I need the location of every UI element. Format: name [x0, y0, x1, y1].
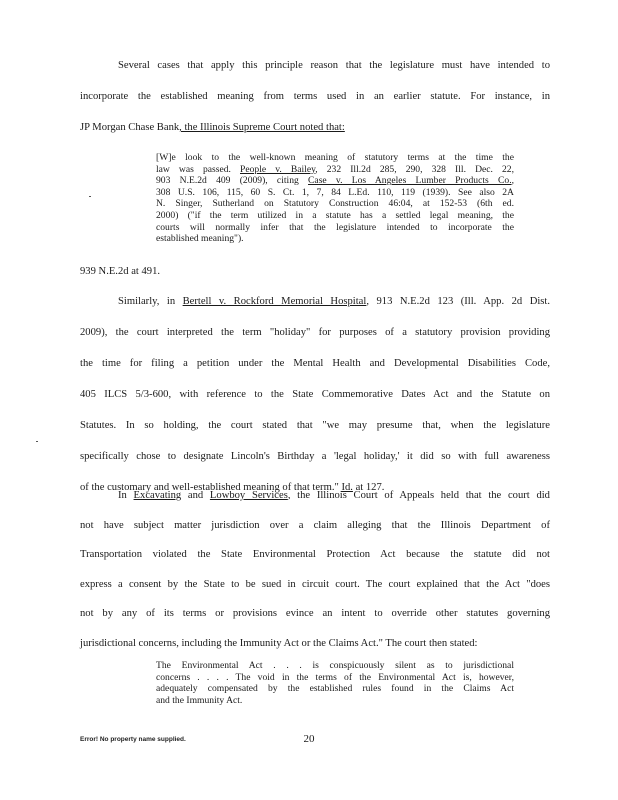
paragraph-line: [80, 451, 550, 463]
text-segment: 2009), the court interpreted the term "holiday" for purposes of a statutory provision providing: [80, 327, 550, 338]
paragraph-line: [80, 122, 550, 134]
paragraph-line: incorporate the established meaning from terms used in an earlier statute. For instance, in: [80, 91, 550, 102]
text-segment: law was passed.: [156, 163, 240, 175]
paragraph-line: [80, 638, 550, 650]
text-segment: 903 N.E.2d 409 (2009), citing: [156, 175, 309, 187]
page-number: 20: [303, 733, 315, 745]
scan-mark: [89, 196, 91, 197]
text-segment: specifically chose to designate Lincoln's Birthday a 'legal holiday,' it did so with full awareness: [80, 451, 550, 462]
text-segment: ,: [511, 175, 514, 187]
text-segment: Similarly, in: [118, 296, 183, 307]
text-segment: , 913 N.E.2d 123 (Ill. App. 2d Dist.: [366, 296, 550, 307]
text-segment: Transportation violated the State Environmental Protection Act because the statute did not: [80, 549, 550, 560]
text-segment: the time for filing a petition under the Mental Health and Developmental Disabilities Code,: [80, 358, 550, 369]
footer-error-text: Error! No property name supplied.: [80, 736, 186, 743]
block-quote-line: [156, 164, 514, 175]
text-segment: and: [181, 490, 210, 501]
paragraph-line: [80, 549, 550, 561]
text-segment: JP Morgan Chase Bank: [80, 122, 180, 133]
case-citation: Case v. Los Angeles Lumber Products Co.: [308, 175, 512, 187]
text-segment: 2000) ("if the term utilized in a statute has a settled legal meaning, the: [156, 210, 514, 221]
text-segment: Statutes. In so holding, the court stated that "we may presume that, when the legislature: [80, 420, 550, 431]
case-citation: Bertell v. Rockford Memorial Hospital: [182, 296, 367, 307]
paragraph-line: [80, 389, 550, 401]
text-segment: at 127.: [352, 482, 385, 493]
case-citation: People v. Bailey: [240, 163, 316, 175]
block-quote-line: [156, 198, 514, 209]
case-citation: , the Illinois Supreme Court noted that:: [179, 122, 345, 133]
paragraph-line: [80, 358, 550, 370]
paragraph-line: [80, 608, 550, 620]
text-segment: not by any of its terms or provisions evince an intent to override other statutes governing: [80, 608, 550, 619]
text-segment: N. Singer, Sutherland on Statutory Construction 46:04, at 152-53 (6th ed.: [156, 198, 514, 210]
text-segment: of the customary and well-established meaning of that term.": [80, 482, 342, 493]
text-segment: jurisdictional concerns, including the Immunity Act or the Claims Act." The court then stated:: [80, 637, 478, 649]
paragraph-line: Several cases that apply this principle reason that the legislature must have intended to: [118, 60, 550, 71]
text-segment: [W]e look to the well-known meaning of statutory terms at the time the: [156, 152, 514, 163]
block-quote-line: concerns . . . . The void in the terms of the Environmental Act is, however,: [156, 671, 514, 683]
paragraph-line: [80, 579, 550, 591]
paragraph-line: [80, 327, 550, 339]
case-citation: Excavating: [133, 490, 182, 501]
text-segment: 405 ILCS 5/3-600, with reference to the State Commemorative Dates Act and the Statute on: [80, 389, 550, 400]
block-quote-line: [156, 187, 514, 198]
text-segment: , the Illinois Court of Appeals held that the court did: [287, 490, 550, 501]
text-segment: courts will normally infer that the legislature intended to incorporate the: [156, 221, 514, 233]
text-segment: not have subject matter jurisdiction over a claim alleging that the Illinois Department of: [80, 519, 550, 531]
block-quote-line: [156, 233, 514, 244]
paragraph-line: [80, 520, 550, 532]
citation: 939 N.E.2d at 491.: [80, 266, 161, 277]
paragraph-line: [118, 296, 550, 308]
case-citation: Lowboy Services: [209, 490, 288, 501]
block-quote-line: [156, 210, 514, 221]
paragraph-line: [80, 420, 550, 432]
block-quote-line: adequately compensated by the established rules found in the Claims Act: [156, 683, 514, 695]
text-segment: established meaning").: [156, 233, 244, 245]
block-quote-line: [156, 222, 514, 233]
text-segment: , 232 Ill.2d 285, 290, 328 Ill. Dec. 22,: [315, 163, 514, 175]
block-quote-line: [156, 152, 514, 163]
block-quote-line: [156, 175, 514, 186]
block-quote-line: and the Immunity Act.: [156, 694, 243, 706]
paragraph-line: [118, 490, 550, 502]
scan-mark: [36, 441, 38, 442]
case-citation: Id.: [341, 482, 353, 493]
text-segment: 308 U.S. 106, 115, 60 S. Ct. 1, 7, 84 L.Ed. 110, 119 (1939). See also 2A: [156, 186, 514, 198]
text-segment: express a consent by the State to be sued in circuit court. The court explained that the Act "does: [80, 578, 550, 590]
block-quote-line: The Environmental Act . . . is conspicuously silent as to jurisdictional: [156, 660, 514, 671]
text-segment: In: [118, 490, 134, 501]
